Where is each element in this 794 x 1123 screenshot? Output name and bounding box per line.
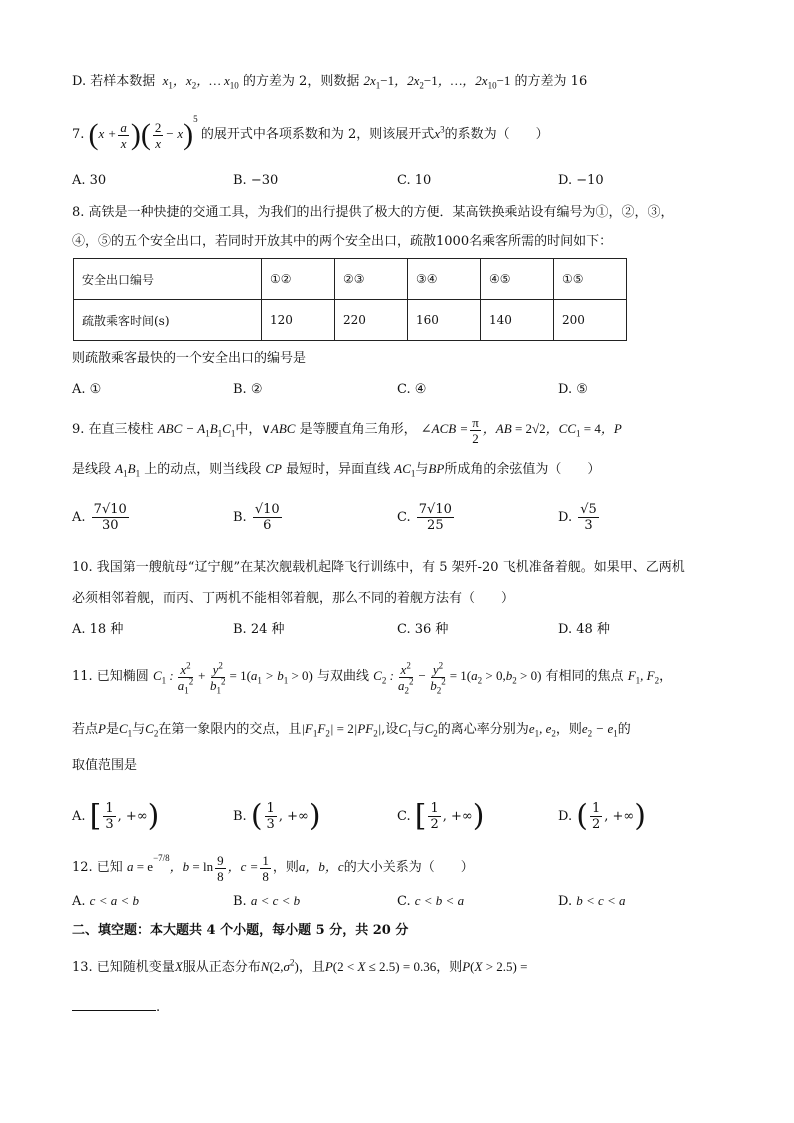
q12-start: 12. 已知 xyxy=(72,860,123,875)
q7-x-cubed: $x^3$ xyxy=(434,124,445,141)
q10-option-d[interactable]: D. 48 种 xyxy=(558,622,610,637)
q11-option-a[interactable] xyxy=(72,798,160,834)
q13-ask: P(X > 2.5) = xyxy=(462,959,528,974)
q12-option-c-value: c < b < a xyxy=(414,893,465,908)
q11-c1: $C_1$ xyxy=(118,721,133,739)
q12-option-b-label: B. xyxy=(233,894,247,909)
q11-option-c[interactable] xyxy=(397,798,485,834)
q11-start: 11. 已知椭圆 xyxy=(72,669,149,684)
q8-question: 则疏散乘客最快的一个安全出口的编号是 xyxy=(72,351,307,366)
q13-normal: $N(2,\sigma^2)$ xyxy=(260,957,299,974)
q9-option-c[interactable] xyxy=(397,502,456,533)
q9-triangle: ∨ABC xyxy=(261,421,296,436)
q8-option-d[interactable]: D. ⑤ xyxy=(558,382,588,397)
q11-mid: 与双曲线 xyxy=(317,669,370,684)
q10-line-1: 10. 我国第一艘航母“辽宁舰”在某次舰载机起降飞行训练中，有 5 架歼-20 飞机准备着舰。如果甲、乙两机 xyxy=(72,560,685,575)
q11-line2f: 的离心率分别为 xyxy=(437,722,529,737)
q9-option-b[interactable] xyxy=(233,502,284,533)
q9-option-d[interactable] xyxy=(558,502,601,533)
table-cell: ④⑤ xyxy=(481,259,554,300)
q12-option-c[interactable] xyxy=(397,892,464,911)
q9-option-c-value: $\frac{7√10}{25}$ xyxy=(418,502,452,533)
q9-option-b-label: B. xyxy=(233,510,247,525)
q9-line2e: 所成角的余弦值为（ ） xyxy=(444,462,601,477)
q9-option-c-label: C. xyxy=(397,510,411,525)
q7-number: 7. xyxy=(72,127,85,142)
q7-expression: (x + $\frac{a}{x}$ )( $\frac{2}{x}$ − x)$^5$ xyxy=(88,114,198,152)
q9-option-b-value: $\frac{√10}{6}$ xyxy=(254,502,280,533)
table-row xyxy=(74,300,627,341)
q9-line2c: 最短时，异面直线 xyxy=(286,462,391,477)
q9-mid1: 中， xyxy=(235,422,262,437)
q10-option-b[interactable]: B. 24 种 xyxy=(233,622,285,637)
q9-angle: ∠ACB = $\frac{\pi}{2}$ ，AB = 2√2，$CC_1 = 4$，P xyxy=(420,414,622,446)
q11-line2e: ,设 xyxy=(381,722,399,737)
q11-line2h: 的 xyxy=(617,722,631,737)
q11-option-d[interactable] xyxy=(558,798,646,834)
q12-option-a[interactable] xyxy=(72,892,139,911)
q11-c2-b: $C_2$ xyxy=(424,721,438,739)
table-cell: 160 xyxy=(408,300,481,341)
q11-line2c-b: 与 xyxy=(411,722,425,737)
q13-start: 13. 已知随机变量 xyxy=(72,960,175,975)
q11-line-3: 取值范围是 xyxy=(72,758,138,773)
q7-option-d[interactable]: D. −10 xyxy=(558,173,604,188)
q11-ellipse: $C_1$ : $\frac{x^2}{a_1^2}$ + $\frac{y^2}{b_1^2}$ = $1(a_1 > b_1 > 0)$ xyxy=(152,660,313,696)
q11-option-c-value: [ $\frac{1}{2}$ , +∞) xyxy=(414,798,485,834)
q13-mid2: ，且 xyxy=(298,960,325,975)
q12-option-a-value: c < a < b xyxy=(89,893,139,908)
table-cell: ①⑤ xyxy=(554,259,627,300)
q11-line2b: 是 xyxy=(105,722,119,737)
q11-c1-b: $C_1$ xyxy=(398,721,412,739)
q11-line-1: 11. 已知椭圆 $C_1$ : $\frac{x^2}{a_1^2}$ + $\frac{y^2}{b_1^2}$ = $1(a_1 > b_1 > 0)$ 与双曲线 $C_2$ : $\frac{x^2}{a_2^2}$ − $\frac{y^2}{b_2^2}$ = $1(a_2 > 0,b_2 > 0)$ 有相同的焦点 $F_1$, $F_2$， xyxy=(72,660,673,696)
q9-option-d-label: D. xyxy=(558,510,573,525)
table-cell: 220 xyxy=(335,300,408,341)
q7-text2: 的系数为（ ） xyxy=(444,127,549,142)
q8-option-b[interactable]: B. ② xyxy=(233,382,263,397)
q11-option-b[interactable] xyxy=(233,798,321,834)
q11-line-2 xyxy=(72,720,631,739)
q6-option-d xyxy=(72,72,587,91)
q12-line-1 xyxy=(72,850,474,885)
table-cell: 200 xyxy=(554,300,627,341)
table-header-exit: 安全出口编号 xyxy=(74,259,262,300)
q9-ac1: $AC_1$ xyxy=(394,461,416,479)
q10-line-2: 必须相邻着舰，而丙、丁两机不能相邻着舰，那么不同的着舰方法有（ ） xyxy=(72,591,515,606)
table-cell: ③④ xyxy=(408,259,481,300)
q11-hyperbola: $C_2$ : $\frac{x^2}{a_2^2}$ − $\frac{y^2}{b_2^2}$ = $1(a_2 > 0,b_2 > 0)$ xyxy=(373,660,542,696)
q9-line2d: 与 xyxy=(415,462,429,477)
q9-line-2 xyxy=(72,460,600,479)
q11-line2a: 若点 xyxy=(72,722,99,737)
table-cell: 140 xyxy=(481,300,554,341)
q11-diff: $e_2 - e_1$ xyxy=(581,721,618,739)
q11-option-c-label: C. xyxy=(397,809,411,824)
q7-option-a[interactable]: A. 30 xyxy=(72,173,107,188)
q11-e: $e_1$, $e_2$ xyxy=(528,721,556,739)
q11-line2g: ，则 xyxy=(555,722,582,737)
table-cell: ①② xyxy=(262,259,335,300)
table-row xyxy=(74,259,627,300)
q12-vars: a，b，c xyxy=(298,859,344,874)
q6d-math-2: $2x_1-1$，$2x_2-1$，…，$2x_{10}-1$ xyxy=(363,73,511,91)
q11-p: P xyxy=(98,721,106,736)
q9-line2b: 上的动点，则当线段 xyxy=(144,462,262,477)
q13-end: ，则 xyxy=(436,960,463,975)
q11-end: 有相同的焦点 xyxy=(545,669,624,684)
q12-option-d-value: b < c < a xyxy=(576,893,626,908)
q13-x: X xyxy=(174,959,183,974)
q9-option-d-value: $\frac{√5}{3}$ xyxy=(580,502,597,533)
q12-end2: 的大小关系为（ ） xyxy=(343,860,474,875)
table-header-time: 疏散乘客时间(s) xyxy=(74,300,262,341)
q9-option-a[interactable] xyxy=(72,502,131,533)
q10-option-a[interactable]: A. 18 种 xyxy=(72,622,124,637)
table-cell: ②③ xyxy=(335,259,408,300)
q9-cp: CP xyxy=(265,461,282,476)
q9-bp: BP xyxy=(428,461,445,476)
q8-option-c[interactable]: C. ④ xyxy=(397,382,427,397)
q11-option-a-label: A. xyxy=(72,809,86,824)
q6d-label: D. 若样本数据 xyxy=(72,74,156,89)
q11-line2c: 与 xyxy=(132,722,146,737)
q6d-end: 的方差为 16 xyxy=(514,74,588,89)
q6d-mid: 的方差为 2，则数据 xyxy=(242,74,360,89)
q7-text: 的展开式中各项系数和为 2，则该展开式 xyxy=(200,127,435,142)
q11-option-d-label: D. xyxy=(558,809,573,824)
q8-line-1: 8. 高铁是一种快捷的交通工具，为我们的出行提供了极大的方便．某高铁换乘站设有编号为①，②，③， xyxy=(72,205,674,220)
q6d-math-1: $x_1$，$x_2$，… $x_{10}$ xyxy=(159,73,239,91)
q12-option-b[interactable] xyxy=(233,892,300,911)
q11-foci: $F_1$, $F_2$ xyxy=(627,668,660,686)
q11-option-a-value: [ $\frac{1}{3}$ , +∞) xyxy=(89,798,160,834)
q12-option-d-label: D. xyxy=(558,894,573,909)
q8-line-2: ④，⑤的五个安全出口，若同时开放其中的两个安全出口，疏散1000名乘客所需的时间如下： xyxy=(72,234,613,249)
q13-answer-blank[interactable] xyxy=(72,996,156,1011)
q11-option-b-label: B. xyxy=(233,809,247,824)
q11-line2d: 在第一象限内的交点，且 xyxy=(158,722,302,737)
q13-blank-line: . xyxy=(72,996,160,1017)
q7-option-c[interactable]: C. 10 xyxy=(397,173,432,188)
q7-stem xyxy=(72,114,549,152)
q9-start: 9. 在直三棱柱 xyxy=(72,422,154,437)
q9-option-a-value: $\frac{7√10}{30}$ xyxy=(93,502,127,533)
q7-option-b[interactable]: B. −30 xyxy=(233,173,279,188)
q12-values: $a = e^{-7/8}$，b = ln $\frac{9}{8}$ ，c = $\frac{1}{8}$ xyxy=(126,852,269,884)
q12-end: ，则 xyxy=(272,860,299,875)
q13-line-1 xyxy=(72,958,527,977)
q11-condition: $|F_1F_2| = 2|PF_2|$ xyxy=(301,721,382,739)
q9-line2a: 是线段 xyxy=(72,462,112,477)
q8-table xyxy=(73,258,627,341)
q11-option-d-value: ( $\frac{1}{2}$ , +∞) xyxy=(576,798,646,834)
q9-segment: $A_1B_1$ xyxy=(115,461,141,479)
q12-option-b-value: a < c < b xyxy=(250,893,301,908)
q13-prob: P(2 < X ≤ 2.5) = 0.36 xyxy=(324,959,437,974)
q8-option-a[interactable]: A. ① xyxy=(72,382,102,397)
q11-c2: $C_2$ xyxy=(145,721,159,739)
q9-mid2: 是等腰直角三角形， xyxy=(299,422,417,437)
q13-mid: 服从正态分布 xyxy=(182,960,261,975)
q10-option-c[interactable]: C. 36 种 xyxy=(397,622,449,637)
section-2-title: 二、填空题：本大题共 4 个小题，每小题 5 分，共 20 分 xyxy=(72,923,409,938)
q12-option-d[interactable] xyxy=(558,892,626,911)
q12-option-c-label: C. xyxy=(397,894,411,909)
q9-line-1 xyxy=(72,411,622,448)
q12-option-a-label: A. xyxy=(72,894,86,909)
q11-option-b-value: ( $\frac{1}{3}$ , +∞) xyxy=(250,798,321,834)
q9-prism: ABC − $A_1B_1C_1$ xyxy=(157,421,236,439)
table-cell: 120 xyxy=(262,300,335,341)
q9-option-a-label: A. xyxy=(72,510,86,525)
